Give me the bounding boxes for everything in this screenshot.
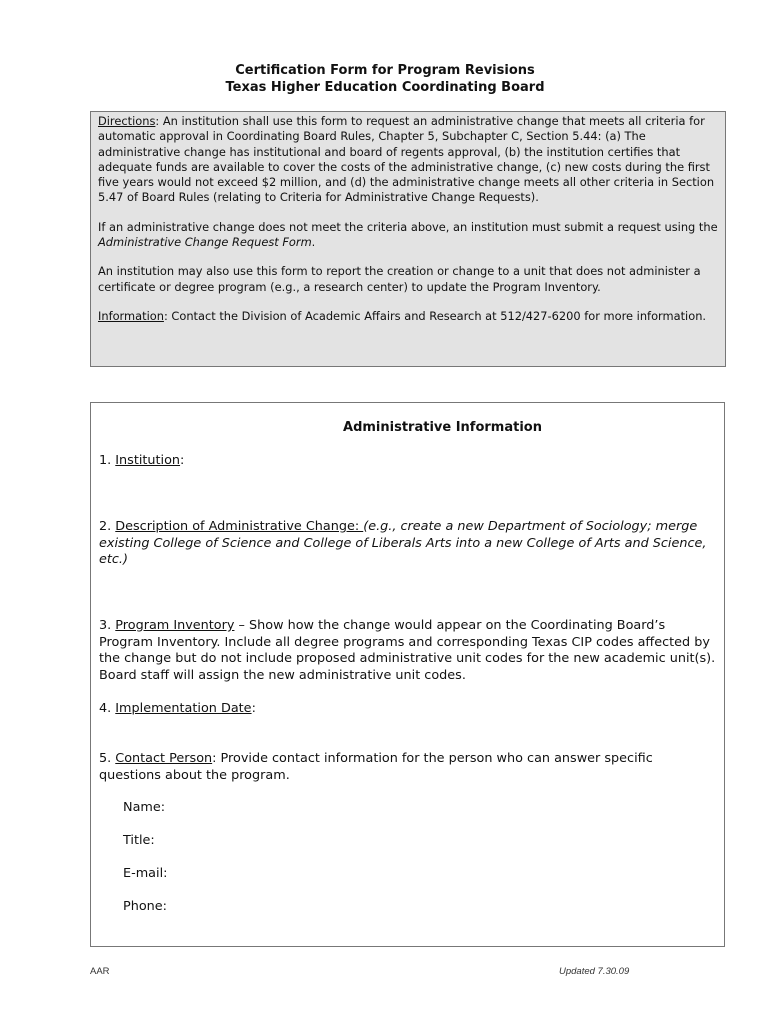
- footer-updated: Updated 7.30.09: [559, 966, 630, 977]
- item-number: 4.: [99, 701, 116, 716]
- title-field-label: Title:: [123, 833, 155, 848]
- information-text: : Contact the Division of Academic Affairs and Research at 512/427-6200 for more information.: [163, 308, 707, 323]
- description-label: Description of Administrative Change:: [115, 519, 364, 534]
- form-title: [0, 62, 770, 96]
- item-number: 5.: [99, 751, 116, 766]
- institution-label: Institution: [115, 453, 181, 468]
- request-form-name: Administrative Change Request Form: [98, 235, 312, 250]
- inventory-paragraph: An institution may also use this form to report the creation or change to a unit that does not administer a certificate or degree program (e.g., a research center) to update the Program Inventory.: [98, 264, 701, 294]
- institution-item: [99, 453, 716, 470]
- information-label: Information: [98, 308, 164, 323]
- title-line-1: Certification Form for Program Revisions: [235, 63, 535, 78]
- request-form-paragraph: [98, 220, 719, 251]
- item-number: 3.: [99, 618, 116, 633]
- administrative-information-box: [90, 402, 725, 947]
- label-suffix: :: [180, 453, 185, 468]
- directions-label: Directions: [98, 114, 156, 128]
- implementation-date-item: [99, 701, 716, 718]
- phone-field-label: Phone:: [123, 899, 167, 914]
- implementation-date-label: Implementation Date: [115, 701, 252, 716]
- contact-person-text: : Provide contact information for the person who can answer specific questions about the program.: [99, 751, 653, 783]
- program-inventory-text: – Show how the change would appear on the Coordinating Board’s Program Inventory. Include all degree programs and corresponding Texas CIP codes affected by the change but do not include proposed administrative unit codes for the new academic unit(s). Board staff will assign the new administrative unit codes.: [99, 618, 716, 683]
- item-number: 1.: [99, 453, 116, 468]
- name-field-label: Name:: [123, 800, 166, 815]
- request-form-text: If an administrative change does not meet the criteria above, an institution must submit a request using the: [98, 219, 718, 234]
- request-form-period: .: [311, 235, 316, 250]
- footer-left: AAR: [90, 966, 110, 977]
- label-suffix: :: [251, 701, 256, 716]
- program-inventory-item: [99, 618, 716, 684]
- title-line-2: Texas Higher Education Coordinating Board: [225, 80, 545, 95]
- program-inventory-label: Program Inventory: [115, 618, 235, 633]
- contact-person-item: [99, 751, 716, 784]
- description-item: [99, 519, 716, 569]
- email-field-label: E-mail:: [123, 866, 168, 881]
- admin-heading: Administrative Information: [343, 420, 542, 435]
- item-number: 2.: [99, 519, 116, 534]
- directions-box: [90, 111, 726, 367]
- information-paragraph: [98, 309, 719, 324]
- directions-paragraph: [98, 114, 719, 206]
- description-example: (e.g., create a new Department of Sociology; merge existing College of Science and College of Liberals Arts into a new College of Arts and Science, etc.): [99, 519, 707, 568]
- directions-text: : An institution shall use this form to request an administrative change that meets all criteria for automatic approval in Coordinating Board Rules, Chapter 5, Subchapter C, Section 5.44: (a) The administrative change has institutional and board of regents approval, (b) the institution certifies that adequate funds are available to cover the costs of the administrative change, (c) new costs during the first five years would not exceed $2 million, and (d) the administrative change meets all other criteria in Section 5.47 of Board Rules (relating to Criteria for Administrative Change Requests).: [98, 114, 715, 205]
- contact-person-label: Contact Person: [115, 751, 213, 766]
